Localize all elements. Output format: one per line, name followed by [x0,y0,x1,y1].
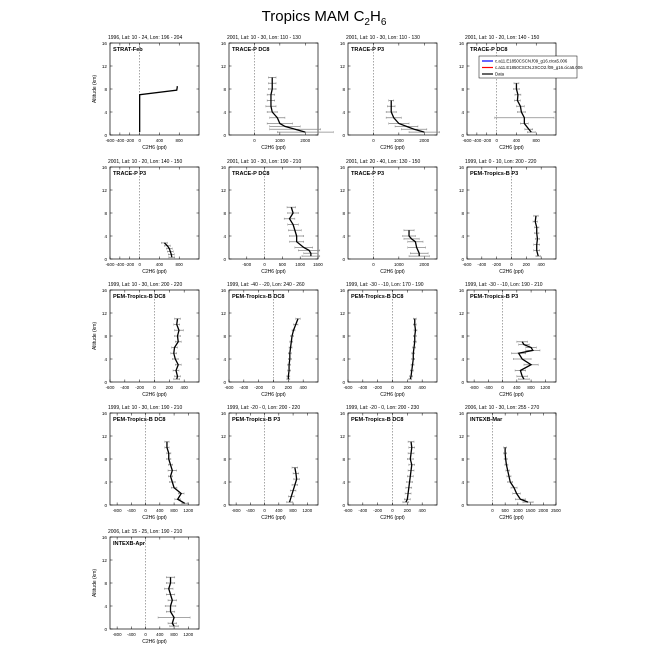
panel-3 [459,35,556,151]
x-tick-label: 0 [144,632,147,637]
x-tick-label: 800 [532,138,540,143]
y-tick-label: 16 [458,164,464,170]
y-tick-label: 12 [458,433,464,439]
y-tick-label: 12 [339,187,345,193]
x-tick-label: -400 [245,508,255,513]
data-series-line [167,442,185,504]
panel-8 [92,282,199,398]
panel-label: PEM-Tropics-B DC8 [113,294,166,300]
x-tick-label: -200 [373,508,383,513]
data-series-line [391,101,424,133]
y-tick-label: 12 [339,310,345,316]
y-tick-label: 12 [220,310,226,316]
x-tick-label: 400 [156,632,164,637]
y-tick-label: 8 [342,86,345,92]
x-tick-label: -400 [126,632,136,637]
y-tick-label: 16 [101,40,107,46]
panel-header: 1999, Lat: -20 - 0, Lon: 200 - 220 [227,405,301,411]
x-tick-label: 200 [165,385,173,390]
y-tick-label: 12 [101,63,107,69]
panel-11 [459,282,556,398]
y-tick-label: 12 [220,433,226,439]
y-tick-label: 12 [339,433,345,439]
y-tick-label: 16 [458,40,464,46]
x-tick-label: 1500 [313,262,323,267]
data-series-line [505,448,528,503]
x-tick-label: -400 [358,385,368,390]
y-axis-label: Altitude (km) [92,568,98,598]
y-tick-label: 0 [223,502,226,508]
y-tick-label: 8 [342,333,345,339]
y-tick-label: 0 [342,502,345,508]
x-tick-label: 1000 [295,262,306,267]
x-axis-label: C2H6 (ppt) [142,392,167,398]
x-axis-label: C2H6 (ppt) [261,515,286,521]
panel-label: STRAT-Feb [113,47,143,53]
y-tick-label: 0 [104,626,107,632]
y-tick-label: 4 [104,233,107,239]
x-tick-label: 400 [513,385,521,390]
x-tick-label: 0 [510,262,513,267]
x-tick-label: 800 [170,632,178,637]
panel-0 [92,35,199,151]
x-tick-label: -200 [125,262,135,267]
x-tick-label: -400 [115,138,125,143]
panel-frame [467,413,556,505]
panel-label: PEM-Tropics-B P3 [232,417,281,423]
x-axis-label: C2H6 (ppt) [380,515,405,521]
x-tick-label: -600 [224,385,234,390]
y-tick-label: 4 [223,109,226,115]
x-tick-label: -400 [239,385,249,390]
x-tick-label: -600 [462,138,472,143]
panel-header: 2001, Lat: 10 - 30, Lon: 190 - 210 [227,159,302,165]
x-tick-label: 1000 [274,138,285,143]
panel-10 [340,282,437,398]
x-tick-label: 2000 [419,262,430,267]
x-tick-label: -600 [343,385,353,390]
x-tick-label: -400 [126,508,136,513]
y-tick-label: 8 [223,86,226,92]
x-tick-label: 400 [275,508,283,513]
y-tick-label: 16 [339,287,345,293]
y-tick-label: 12 [101,187,107,193]
panel-header: 1999, Lat: -40 - -20, Lon: 240 - 260 [227,282,305,288]
x-tick-label: 2000 [300,138,311,143]
y-axis-label: Altitude (km) [92,74,98,104]
x-axis-label: C2H6 (ppt) [380,145,405,151]
panel-header: 1999, Lat: -30 - -10, Lon: 170 - 190 [346,282,424,288]
x-axis-label: C2H6 (ppt) [380,392,405,398]
x-tick-label: -800 [469,385,479,390]
y-tick-label: 8 [104,456,107,462]
y-tick-label: 12 [339,63,345,69]
x-tick-label: 400 [180,385,188,390]
x-tick-label: 200 [403,385,411,390]
panel-frame [229,167,318,259]
y-tick-label: 16 [220,410,226,416]
y-tick-label: 16 [458,287,464,293]
panel-frame [110,43,199,135]
panel-label: TRACE-P DC8 [232,47,270,53]
y-tick-label: 8 [461,333,464,339]
panel-frame [229,413,318,505]
y-tick-label: 0 [461,502,464,508]
x-tick-label: -200 [373,385,383,390]
x-tick-label: 400 [299,385,307,390]
panel-6 [340,159,437,275]
figure-title: Tropics MAM $C_2H_6$ [261,8,387,28]
legend-label: Data [495,71,505,77]
x-tick-label: 0 [272,385,275,390]
y-tick-label: 4 [342,109,345,115]
y-tick-label: 16 [220,287,226,293]
y-tick-label: 0 [104,132,107,138]
y-tick-label: 4 [223,356,226,362]
data-series-line [290,207,311,256]
panel-header: 1999, Lat: -20 - 0, Lon: 200 - 230 [346,405,420,411]
panel-label: PEM-Tropics-B DC8 [113,417,166,423]
y-tick-label: 8 [104,333,107,339]
panel-frame [467,290,556,382]
x-axis-label: C2H6 (ppt) [380,269,405,275]
panel-label: INTEXB-Mar [470,417,503,423]
x-tick-label: 400 [155,138,164,143]
data-series-line [288,319,298,379]
x-tick-label: 1200 [302,508,313,513]
y-tick-label: 0 [104,379,107,385]
panel-label: PEM-Tropics-B DC8 [351,294,404,300]
x-tick-label: 0 [391,385,394,390]
panel-frame [348,167,437,259]
y-tick-label: 0 [461,132,464,138]
y-tick-label: 0 [342,256,345,262]
x-axis-label: C2H6 (ppt) [142,145,167,151]
x-tick-label: 800 [289,508,297,513]
y-tick-label: 8 [104,86,107,92]
x-tick-label: -200 [492,262,502,267]
x-tick-label: 2000 [538,508,549,513]
panel-header: 1996, Lat: 10 - 24, Lon: 196 - 204 [108,35,183,41]
legend-label: c.a11.E1850CSCN.f09_g16.cica5.006 [495,58,568,64]
data-series-line [409,230,419,256]
x-tick-label: 800 [527,385,535,390]
x-tick-label: 400 [537,262,545,267]
y-tick-label: 8 [223,210,226,216]
panel-header: 1999, Lat: -30 - -10, Lon: 190 - 210 [465,282,543,288]
data-series-line [516,83,531,132]
y-tick-label: 12 [101,557,107,563]
panel-13 [221,405,318,521]
x-tick-label: -400 [115,262,125,267]
panel-label: PEM-Tropics-B DC8 [232,294,285,300]
x-tick-label: 0 [153,385,156,390]
y-tick-label: 16 [101,164,107,170]
x-tick-label: 0 [253,138,256,143]
panel-header: 1999, Lat: 0 - 10, Lon: 200 - 220 [465,159,537,165]
panel-label: PEM-Tropics-B DC8 [351,417,404,423]
x-axis-label: C2H6 (ppt) [499,145,524,151]
panel-frame [110,537,199,629]
data-series-line [140,86,178,132]
y-tick-label: 4 [223,233,226,239]
x-tick-label: 0 [263,262,266,267]
x-tick-label: -500 [242,262,252,267]
y-tick-label: 16 [220,40,226,46]
y-tick-label: 4 [342,479,345,485]
x-tick-label: 400 [418,508,426,513]
data-series-line [410,319,415,379]
y-tick-label: 16 [220,164,226,170]
y-tick-label: 12 [458,310,464,316]
x-tick-label: -200 [254,385,264,390]
y-tick-label: 0 [461,256,464,262]
x-tick-label: 200 [284,385,292,390]
panel-label: TRACE-P P3 [351,171,385,177]
x-axis-label: C2H6 (ppt) [499,515,524,521]
x-tick-label: 400 [156,508,164,513]
y-tick-label: 4 [461,233,464,239]
y-tick-label: 8 [461,86,464,92]
y-tick-label: 8 [104,210,107,216]
x-axis-label: C2H6 (ppt) [499,392,524,398]
panel-7 [459,159,556,275]
x-tick-label: -200 [135,385,145,390]
y-tick-label: 4 [461,356,464,362]
y-tick-label: 12 [220,63,226,69]
y-tick-label: 12 [458,63,464,69]
panel-frame [110,413,199,505]
x-tick-label: 800 [175,138,183,143]
panel-header: 2001, Lat: 20 - 40, Lon: 130 - 150 [346,159,421,165]
x-tick-label: 2000 [419,138,430,143]
y-tick-label: 16 [339,164,345,170]
y-tick-label: 4 [223,479,226,485]
x-tick-label: -200 [125,138,135,143]
panel-4 [102,159,199,275]
panel-12 [102,405,199,521]
y-tick-label: 4 [104,356,107,362]
y-tick-label: 12 [220,187,226,193]
y-tick-label: 16 [101,534,107,540]
x-tick-label: 800 [170,508,178,513]
x-tick-label: 400 [155,262,164,267]
y-tick-label: 12 [101,310,107,316]
x-axis-label: C2H6 (ppt) [142,639,167,645]
legend-label: c.a11.E1850CSCN.2XCO2.f09_g16.cica5.006 [495,65,583,71]
panel-header: 2006, Lat: 10 - 30, Lon: 255 - 270 [465,405,540,411]
y-tick-label: 16 [101,287,107,293]
x-tick-label: 400 [418,385,426,390]
x-tick-label: 0 [138,262,141,267]
x-tick-label: 1000 [393,262,404,267]
y-tick-label: 4 [104,109,107,115]
panel-label: PEM-Tropics-B P3 [470,171,519,177]
panel-1 [221,35,333,151]
y-tick-label: 8 [461,456,464,462]
x-tick-label: -800 [112,508,122,513]
x-tick-label: 1200 [183,632,194,637]
y-tick-label: 0 [104,502,107,508]
x-tick-label: 400 [512,138,521,143]
x-tick-label: 800 [175,262,183,267]
panel-header: 2006, Lat: 15 - 25, Lon: 190 - 210 [108,529,183,535]
panel-label: INTEXB-Apr [113,541,146,547]
x-tick-label: -400 [120,385,130,390]
x-tick-label: 0 [495,138,498,143]
data-series-line [169,577,174,626]
x-tick-label: 1500 [525,508,536,513]
x-tick-label: 0 [372,262,375,267]
x-tick-label: 0 [144,508,147,513]
x-tick-label: 0 [391,508,394,513]
y-tick-label: 0 [223,256,226,262]
panel-2 [340,35,440,151]
y-tick-label: 8 [104,580,107,586]
x-tick-label: 1000 [512,508,523,513]
y-tick-label: 4 [461,109,464,115]
x-tick-label: 0 [263,508,266,513]
legend [479,56,583,78]
y-tick-label: 4 [104,479,107,485]
x-tick-label: -600 [105,385,115,390]
x-tick-label: -400 [483,385,493,390]
y-tick-label: 8 [342,210,345,216]
x-tick-label: 1200 [540,385,551,390]
x-tick-label: 500 [501,508,509,513]
x-axis-label: C2H6 (ppt) [142,515,167,521]
y-tick-label: 0 [223,132,226,138]
x-tick-label: 0 [138,138,141,143]
y-tick-label: 8 [342,456,345,462]
panel-16 [92,529,199,645]
x-tick-label: 0 [501,385,504,390]
panel-15 [459,405,562,521]
x-tick-label: -600 [105,262,115,267]
panel-5 [221,159,324,275]
x-tick-label: -400 [477,262,487,267]
panel-9 [221,282,318,398]
x-tick-label: -400 [358,508,368,513]
y-tick-label: 4 [104,603,107,609]
x-tick-label: 0 [491,508,494,513]
x-tick-label: -600 [105,138,115,143]
panel-header: 2001, Lat: 10 - 20, Lon: 140 - 150 [465,35,540,41]
y-tick-label: 16 [458,410,464,416]
x-tick-label: -600 [343,508,353,513]
panel-label: TRACE-P DC8 [232,171,270,177]
y-tick-label: 4 [461,479,464,485]
y-tick-label: 8 [223,333,226,339]
y-tick-label: 4 [342,356,345,362]
data-series-line [174,319,179,379]
x-tick-label: -400 [472,138,482,143]
y-tick-label: 16 [339,40,345,46]
y-tick-label: 0 [104,256,107,262]
x-tick-label: 1200 [183,508,194,513]
x-tick-label: -800 [231,508,241,513]
panel-label: PEM-Tropics-B P3 [470,294,519,300]
y-tick-label: 0 [461,379,464,385]
panel-label: TRACE-P P3 [113,171,147,177]
data-series-line [271,78,305,133]
x-tick-label: 200 [403,508,411,513]
panel-header: 2001, Lat: 10 - 30, Lon: 110 - 130 [227,35,301,41]
x-tick-label: -600 [462,262,472,267]
y-tick-label: 0 [223,379,226,385]
x-axis-label: C2H6 (ppt) [261,392,286,398]
panel-label: TRACE-P P3 [351,47,385,53]
panel-header: 1999, Lat: 10 - 30, Lon: 190 - 210 [108,405,183,411]
panel-header: 2001, Lat: 10 - 30, Lon: 110 - 130 [346,35,420,41]
y-axis-label: Altitude (km) [92,321,98,351]
x-tick-label: 200 [522,262,530,267]
panel-label: TRACE-P DC8 [470,47,508,53]
panel-header: 1999, Lat: 10 - 30, Lon: 200 - 220 [108,282,183,288]
x-tick-label: 500 [278,262,287,267]
y-tick-label: 8 [461,210,464,216]
y-tick-label: 0 [342,379,345,385]
y-tick-label: 16 [101,410,107,416]
x-axis-label: C2H6 (ppt) [499,269,524,275]
x-tick-label: -200 [482,138,492,143]
x-axis-label: C2H6 (ppt) [261,145,286,151]
y-tick-label: 0 [342,132,345,138]
x-tick-label: 0 [372,138,375,143]
panel-frame [348,43,437,135]
y-tick-label: 12 [101,433,107,439]
x-axis-label: C2H6 (ppt) [142,269,167,275]
y-tick-label: 8 [223,456,226,462]
panel-header: 2001, Lat: 10 - 20, Lon: 140 - 150 [108,159,183,165]
y-tick-label: 4 [342,233,345,239]
y-tick-label: 12 [458,187,464,193]
x-tick-label: -800 [112,632,122,637]
panel-14 [340,405,437,521]
panel-frame [110,167,199,259]
x-tick-label: 2500 [551,508,561,513]
y-tick-label: 16 [339,410,345,416]
x-axis-label: C2H6 (ppt) [261,269,286,275]
x-tick-label: 1000 [393,138,404,143]
